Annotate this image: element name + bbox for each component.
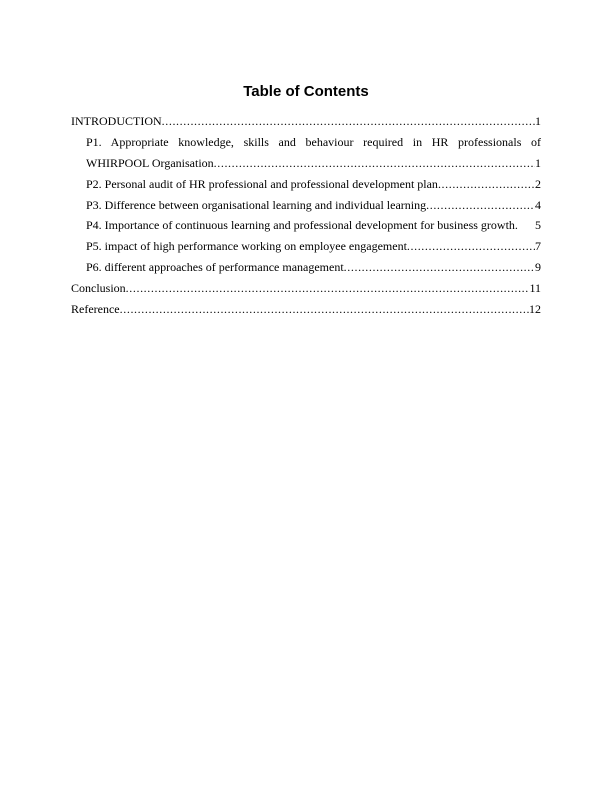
- toc-entry-label: WHIRPOOL Organisation: [86, 155, 214, 170]
- dot-leader: [214, 153, 535, 174]
- toc-entry-label: Reference: [71, 302, 120, 317]
- page-number: 7: [535, 239, 541, 254]
- toc-entry-p1-line2: [71, 153, 541, 174]
- toc-entry-p5: [71, 236, 541, 257]
- toc-entry-label: INTRODUCTION: [71, 114, 162, 128]
- toc-entry-p3: [71, 195, 541, 216]
- toc-entry-label: P5. impact of high performance working on employee engagement: [86, 239, 407, 254]
- toc-entry-reference: [71, 299, 541, 320]
- page-number: 2: [535, 176, 541, 191]
- toc-entry-label: P2. Personal audit of HR professional and professional development plan: [86, 176, 438, 191]
- toc-entry-label: P4. Importance of continuous learning and professional development for business growth.: [86, 218, 518, 233]
- page-number: 1: [535, 155, 541, 170]
- toc-entry-label: P6. different approaches of performance management: [86, 260, 344, 275]
- toc-entry-p2: [71, 174, 541, 195]
- page-number: 12: [529, 302, 541, 317]
- dot-leader: [344, 257, 535, 278]
- page-number: 5: [535, 218, 541, 233]
- dot-leader: [162, 111, 535, 132]
- dot-leader: [426, 195, 535, 216]
- page-title: Table of Contents: [243, 83, 369, 100]
- page-number: 4: [535, 197, 541, 212]
- toc-entry-p4: [71, 215, 541, 236]
- table-of-contents: [71, 111, 541, 320]
- toc-entry-p6: [71, 257, 541, 278]
- toc-entry-p1-line1: P1. Appropriate knowledge, skills and behaviour required in HR professionals of: [86, 134, 541, 149]
- page-number: 1: [535, 114, 541, 128]
- page-number: 11: [529, 281, 541, 296]
- toc-entry-conclusion: [71, 278, 541, 299]
- toc-entry-label: P3. Difference between organisational learning and individual learning: [86, 197, 427, 212]
- page-number: 9: [535, 260, 541, 275]
- dot-leader: [126, 278, 530, 299]
- toc-entry-label: Conclusion: [71, 281, 126, 296]
- toc-entry-introduction: [71, 111, 541, 132]
- dot-leader: [407, 236, 535, 257]
- dot-leader: [120, 299, 529, 320]
- dot-leader: [438, 174, 535, 195]
